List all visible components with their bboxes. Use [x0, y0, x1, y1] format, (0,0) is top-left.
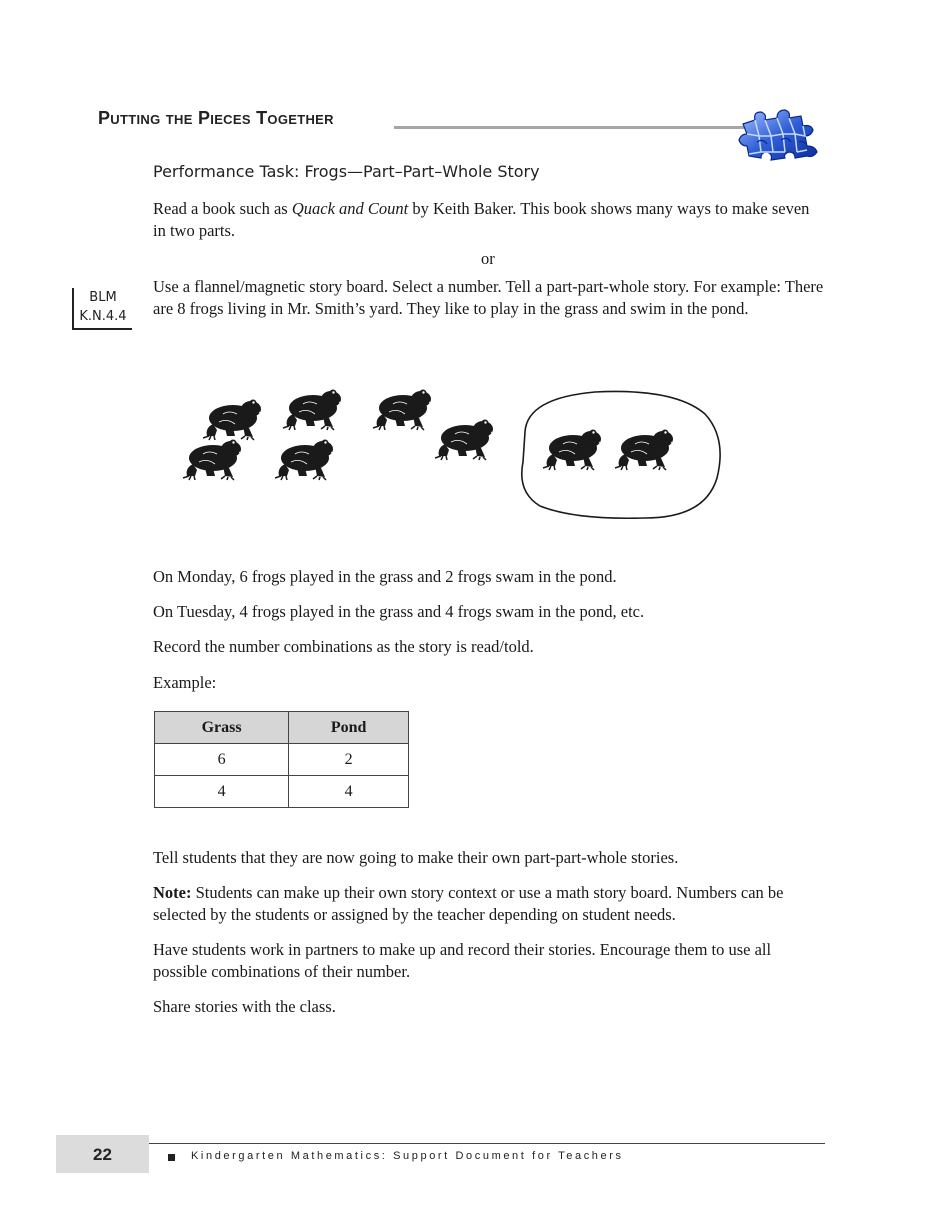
table-cell: 4: [155, 776, 289, 808]
frog: [435, 420, 493, 461]
combination-table: [154, 711, 409, 808]
note-label: Note:: [153, 883, 192, 902]
share-paragraph: Share stories with the class.: [153, 997, 336, 1016]
tuesday-sentence: On Tuesday, 4 frogs played in the grass and 4 frogs swam in the pond, etc.: [153, 602, 645, 621]
own-stories-paragraph: Tell students that they are now going to make their own part-part-whole stories.: [153, 848, 679, 867]
frog: [373, 390, 431, 431]
table-cell: 4: [289, 776, 409, 808]
blm-reference: BLM K.N.4.4: [72, 288, 132, 330]
frogs-illustration: [175, 380, 735, 530]
record-instruction: Record the number combinations as the story is read/told.: [153, 637, 534, 656]
page-number: 22: [56, 1135, 149, 1173]
task-title: Performance Task: Frogs—Part–Part–Whole Story: [153, 162, 540, 181]
frog: [543, 430, 601, 471]
footer-document-title: Kindergarten Mathematics: Support Document for Teachers: [191, 1150, 624, 1162]
heading-rule: [394, 126, 744, 129]
table-cell: 2: [289, 744, 409, 776]
puzzle-pieces-icon: [737, 106, 825, 162]
partners-paragraph: Have students work in partners to make up and record their stories. Encourage them to use all possible combinations of their number.: [153, 940, 772, 981]
note-paragraph: Note: Students can make up their own story context or use a math story board. Numbers can be selected by the students or assigned by the teacher depending on student needs.: [153, 883, 784, 924]
frog: [615, 430, 673, 471]
storyboard-paragraph: Use a flannel/magnetic story board. Select a number. Tell a part-part-whole story. For example: There are 8 frogs living in Mr. Smith’s yard. They like to play in the grass and swim in the pond.: [153, 277, 824, 318]
intro-paragraph: Read a book such as Quack and Count by Keith Baker. This book shows many ways to make seven in two parts.: [153, 199, 810, 240]
table-row: [155, 744, 409, 776]
table-cell: 6: [155, 744, 289, 776]
footer-rule: [149, 1143, 825, 1144]
table-row: [155, 776, 409, 808]
table-header-row: [155, 712, 409, 744]
table-header: Grass: [155, 712, 289, 744]
monday-sentence: On Monday, 6 frogs played in the grass and 2 frogs swam in the pond.: [153, 567, 617, 586]
section-heading: Putting the Pieces Together: [98, 108, 334, 128]
frog: [203, 400, 261, 441]
frog: [183, 440, 241, 481]
table-header: Pond: [289, 712, 409, 744]
example-label: Example:: [153, 673, 217, 692]
book-title: Quack and Count: [291, 199, 409, 218]
frog: [275, 440, 333, 481]
grass-frogs: [183, 390, 493, 481]
or-divider-text: or: [481, 249, 495, 268]
footer-bullet-icon: [168, 1154, 175, 1161]
frog: [283, 390, 341, 431]
pond-frogs: [543, 430, 673, 471]
